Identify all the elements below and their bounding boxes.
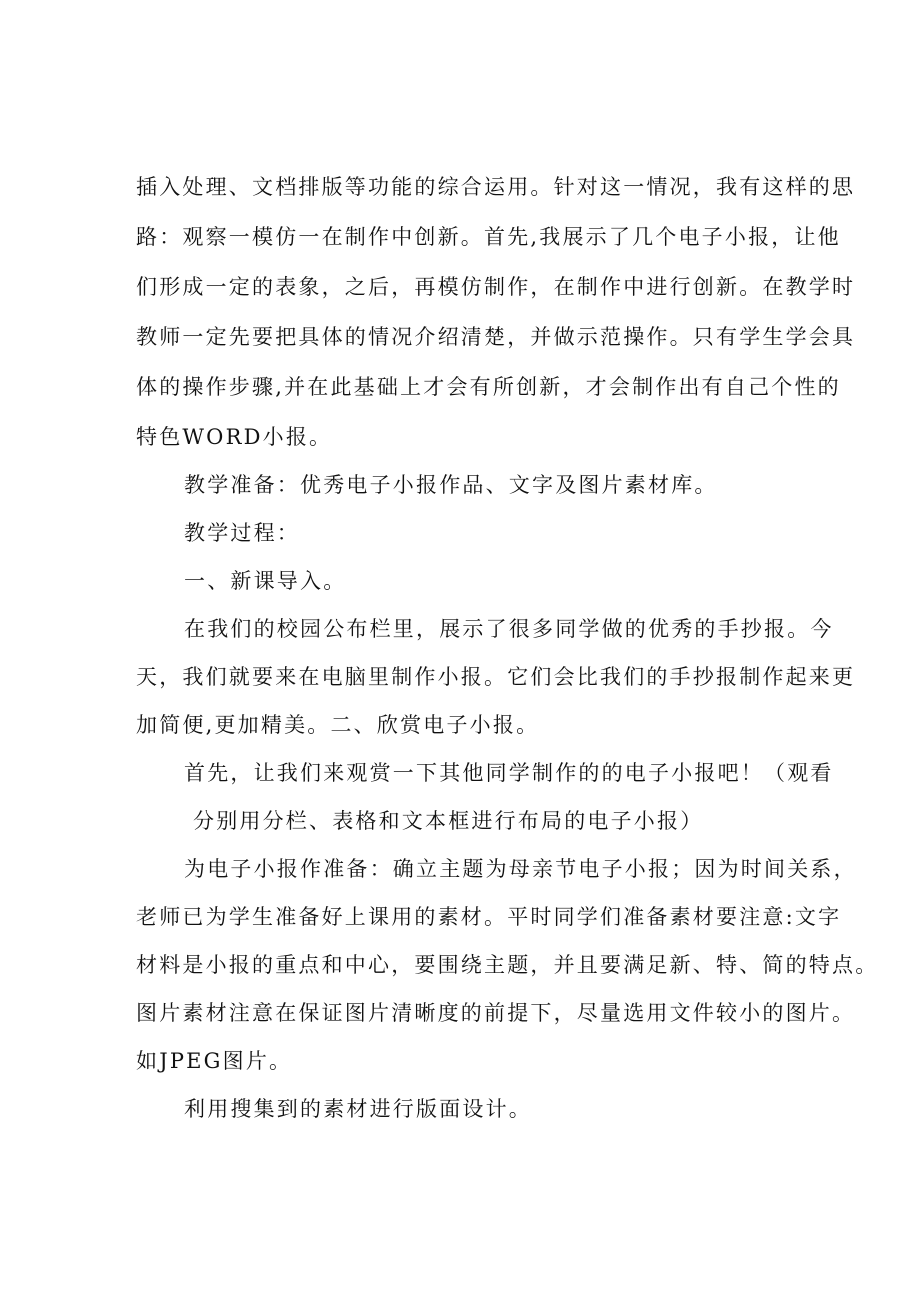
paragraph-line: 老师已为学生准备好上课用的素材。平时同学们准备素材要注意:文字 — [136, 905, 842, 929]
paragraph-line: 们形成一定的表象，之后，再模仿制作，在制作中进行创新。在教学时 — [136, 275, 856, 299]
teaching-preparation: 教学准备：优秀电子小报作品、文字及图片素材库。 — [184, 473, 718, 497]
paragraph-line: 教师一定先要把具体的情况介绍清楚，并做示范操作。只有学生学会具 — [136, 325, 856, 349]
paragraph-line: 加简便,更加精美。二、欣赏电子小报。 — [136, 713, 540, 737]
paragraph-line: 如JPEG图片。 — [136, 1049, 293, 1073]
paragraph-line: 为电子小报作准备：确立主题为母亲节电子小报；因为时间关系， — [184, 857, 857, 881]
paragraph-line: 天，我们就要来在电脑里制作小报。它们会比我们的手抄报制作起来更 — [136, 665, 856, 689]
paragraph-line: 首先，让我们来观赏一下其他同学制作的的电子小报吧！（观看 — [184, 761, 834, 785]
paragraph-line: 路：观察一模仿一在制作中创新。首先,我展示了几个电子小报，让他 — [136, 225, 841, 249]
paragraph-line: 利用搜集到的素材进行版面设计。 — [184, 1097, 532, 1121]
paragraph-line: 插入处理、文档排版等功能的综合运用。针对这一情况，我有这样的思 — [136, 175, 856, 199]
paragraph-line: 分别用分栏、表格和文本框进行布局的电子小报） — [193, 809, 704, 833]
paragraph-line: 图片素材注意在保证图片清晰度的前提下，尽量选用文件较小的图片。 — [136, 1001, 856, 1025]
paragraph-line: 特色WORD小报。 — [136, 425, 333, 449]
teaching-process-heading: 教学过程： — [184, 521, 300, 545]
paragraph-line: 在我们的校园公布栏里，展示了很多同学做的优秀的手抄报。今 — [184, 617, 834, 641]
paragraph-line: 体的操作步骤,并在此基础上才会有所创新，才会制作出有自己个性的 — [136, 375, 841, 399]
section-heading-intro: 一、新课导入。 — [184, 569, 347, 593]
paragraph-line: 材料是小报的重点和中心，要围绕主题，并且要满足新、特、简的特点。 — [136, 953, 879, 977]
